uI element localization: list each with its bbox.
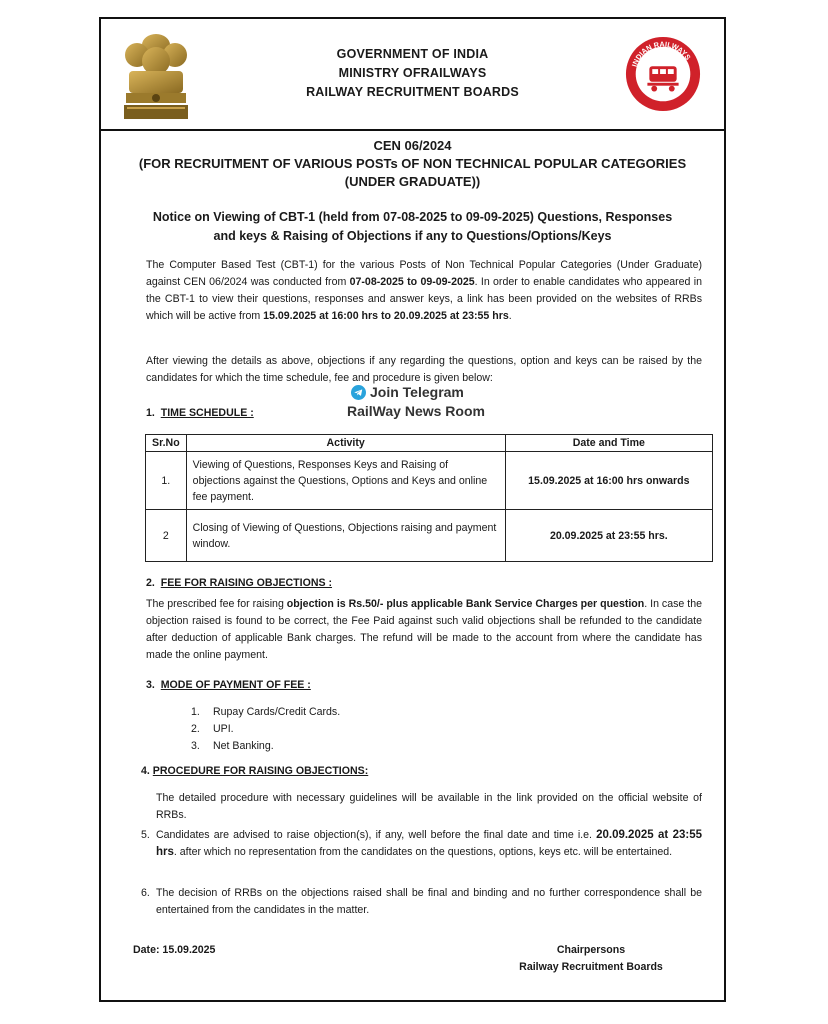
row1-activity: Viewing of Questions, Responses Keys and Raising of objections against the Questions, Options and Keys and online fee payment. bbox=[186, 452, 505, 510]
section4-heading bbox=[141, 765, 368, 777]
section3-number: 3. bbox=[146, 679, 155, 691]
table-row bbox=[146, 510, 713, 562]
notice-date: Date: 15.09.2025 bbox=[133, 944, 216, 956]
header-divider bbox=[101, 129, 724, 131]
item-text: Rupay Cards/Credit Cards. bbox=[213, 706, 341, 718]
row2-activity: Closing of Viewing of Questions, Objections raising and payment window. bbox=[186, 510, 505, 562]
watermark-line1: Join Telegram bbox=[370, 384, 464, 400]
telegram-watermark bbox=[347, 383, 485, 421]
section5-text bbox=[156, 827, 702, 861]
fee-text-a: The prescribed fee for raising bbox=[146, 598, 287, 610]
section3-heading bbox=[146, 679, 311, 691]
letterhead bbox=[101, 19, 724, 129]
fee-paragraph bbox=[146, 596, 702, 664]
section6-paragraph bbox=[141, 885, 702, 919]
list-item bbox=[191, 721, 340, 738]
section2-number: 2. bbox=[146, 577, 155, 589]
section5-text-b: . after which no representation from the candidates on the questions, options, keys etc. will be entertained. bbox=[173, 846, 673, 858]
section3-title: MODE OF PAYMENT OF FEE : bbox=[160, 679, 311, 691]
intro-active-period: 15.09.2025 at 16:00 hrs to 20.09.2025 at 23:55 hrs bbox=[263, 310, 509, 322]
row1-date-value: 15.09.2025 at 16:00 bbox=[528, 474, 624, 487]
section1-number: 1. bbox=[146, 407, 155, 419]
section6-number: 6. bbox=[141, 887, 150, 899]
fee-amount: objection is Rs.50/- plus applicable Bank Service Charges per question bbox=[286, 598, 645, 610]
fee-text-b: . In case the objection raised is found to be correct, the Fee Paid against such valid objections shall be refunded to the candidate after deduction of applicable Bank charges. The refund will be made to the account from where the candidate has made the online payment. bbox=[146, 598, 702, 661]
section6-text: The decision of RRBs on the objections raised shall be final and binding and no further correspondence shall be entertained from the candidates in the matter. bbox=[156, 887, 702, 916]
notice-frame bbox=[99, 17, 726, 1002]
item-number: 1. bbox=[191, 706, 200, 718]
item-number: 2. bbox=[191, 723, 200, 735]
signatory-title: Chairpersons bbox=[556, 944, 626, 956]
row1-date-suffix: hrs onwards bbox=[623, 474, 690, 487]
notice-title bbox=[101, 208, 724, 246]
row2-date-value: 20.09.2025 at 23:55 hrs. bbox=[549, 529, 668, 542]
ministry-line: MINISTRY OFRAILWAYS bbox=[338, 66, 487, 80]
signatory-org: Railway Recruitment Boards bbox=[519, 961, 663, 973]
logo-text: INDIAN RAILWAYS bbox=[629, 39, 693, 68]
section4-title: PROCEDURE FOR RAISING OBJECTIONS: bbox=[152, 765, 369, 777]
section2-title: FEE FOR RAISING OBJECTIONS : bbox=[160, 577, 333, 589]
procedure-paragraph: The detailed procedure with necessary guidelines will be available in the link provided on the official website of RRBs. bbox=[156, 792, 702, 821]
time-schedule-table bbox=[145, 434, 713, 562]
row2-sr: 2 bbox=[146, 510, 187, 562]
signature-block bbox=[501, 942, 681, 976]
section5-number: 5. bbox=[141, 829, 150, 841]
notice-title-line1: Notice on Viewing of CBT-1 (held from 07-08-2025 to 09-09-2025) Questions, Responses bbox=[152, 210, 673, 224]
intro-text-c: . bbox=[508, 310, 512, 322]
list-item bbox=[191, 738, 340, 755]
col-header-srno: Sr.No bbox=[146, 435, 187, 452]
item-text: Net Banking. bbox=[213, 740, 274, 752]
section2-heading bbox=[146, 577, 332, 589]
section1-heading bbox=[146, 407, 254, 419]
intro-exam-dates: 07-08-2025 to 09-09-2025 bbox=[349, 276, 475, 288]
notice-title-line2: and keys & Raising of Objections if any to Questions/Options/Keys bbox=[213, 229, 612, 243]
item-number: 3. bbox=[191, 740, 200, 752]
rrb-line: RAILWAY RECRUITMENT BOARDS bbox=[306, 85, 519, 99]
letterhead-title bbox=[221, 45, 604, 102]
col-header-activity: Activity bbox=[186, 435, 505, 452]
government-line: GOVERNMENT OF INDIA bbox=[336, 47, 489, 61]
indian-railways-logo-icon bbox=[624, 35, 702, 113]
national-emblem-icon bbox=[121, 31, 191, 123]
section5-text-a: Candidates are advised to raise objection(s), if any, well before the final date and time i.e. bbox=[156, 829, 597, 841]
col-header-date: Date and Time bbox=[505, 435, 712, 452]
after-viewing-paragraph: After viewing the details as above, objections if any regarding the questions, option and keys can be raised by the candidates for which the time schedule, fee and procedure is given below: bbox=[146, 355, 702, 384]
cen-subtitle: (FOR RECRUITMENT OF VARIOUS POSTs OF NON TECHNICAL POPULAR CATEGORIES bbox=[138, 156, 687, 171]
intro-paragraph bbox=[146, 257, 702, 325]
section1-title: TIME SCHEDULE : bbox=[160, 407, 254, 419]
cen-number: CEN 06/2024 bbox=[373, 138, 452, 153]
row1-sr: 1. bbox=[146, 452, 187, 510]
table-header-row bbox=[146, 435, 713, 452]
section5-deadline: 20.09.2025 at 23:55 hrs bbox=[156, 829, 702, 858]
table-row bbox=[146, 452, 713, 510]
intro-text-b: . In order to enable candidates who appeared in the CBT-1 to view their questions, responses and answer keys, a link has been provided on the websites of RRBs which will be active from bbox=[146, 276, 702, 322]
watermark-line2: RailWay News Room bbox=[347, 403, 485, 419]
cen-block bbox=[101, 137, 724, 191]
list-item bbox=[191, 704, 340, 721]
cen-subtitle-2: (UNDER GRADUATE)) bbox=[344, 174, 481, 189]
row1-date bbox=[505, 452, 712, 510]
intro-text-a: The Computer Based Test (CBT-1) for the various Posts of Non Technical Popular Categories (Under Graduate) against CEN 06/2024 was conducted from bbox=[146, 259, 702, 288]
section5-paragraph bbox=[141, 827, 702, 861]
section4-number: 4. bbox=[141, 765, 150, 777]
telegram-icon bbox=[351, 385, 366, 400]
item-text: UPI. bbox=[213, 723, 234, 735]
row2-date bbox=[505, 510, 712, 562]
payment-modes-list bbox=[191, 704, 340, 755]
